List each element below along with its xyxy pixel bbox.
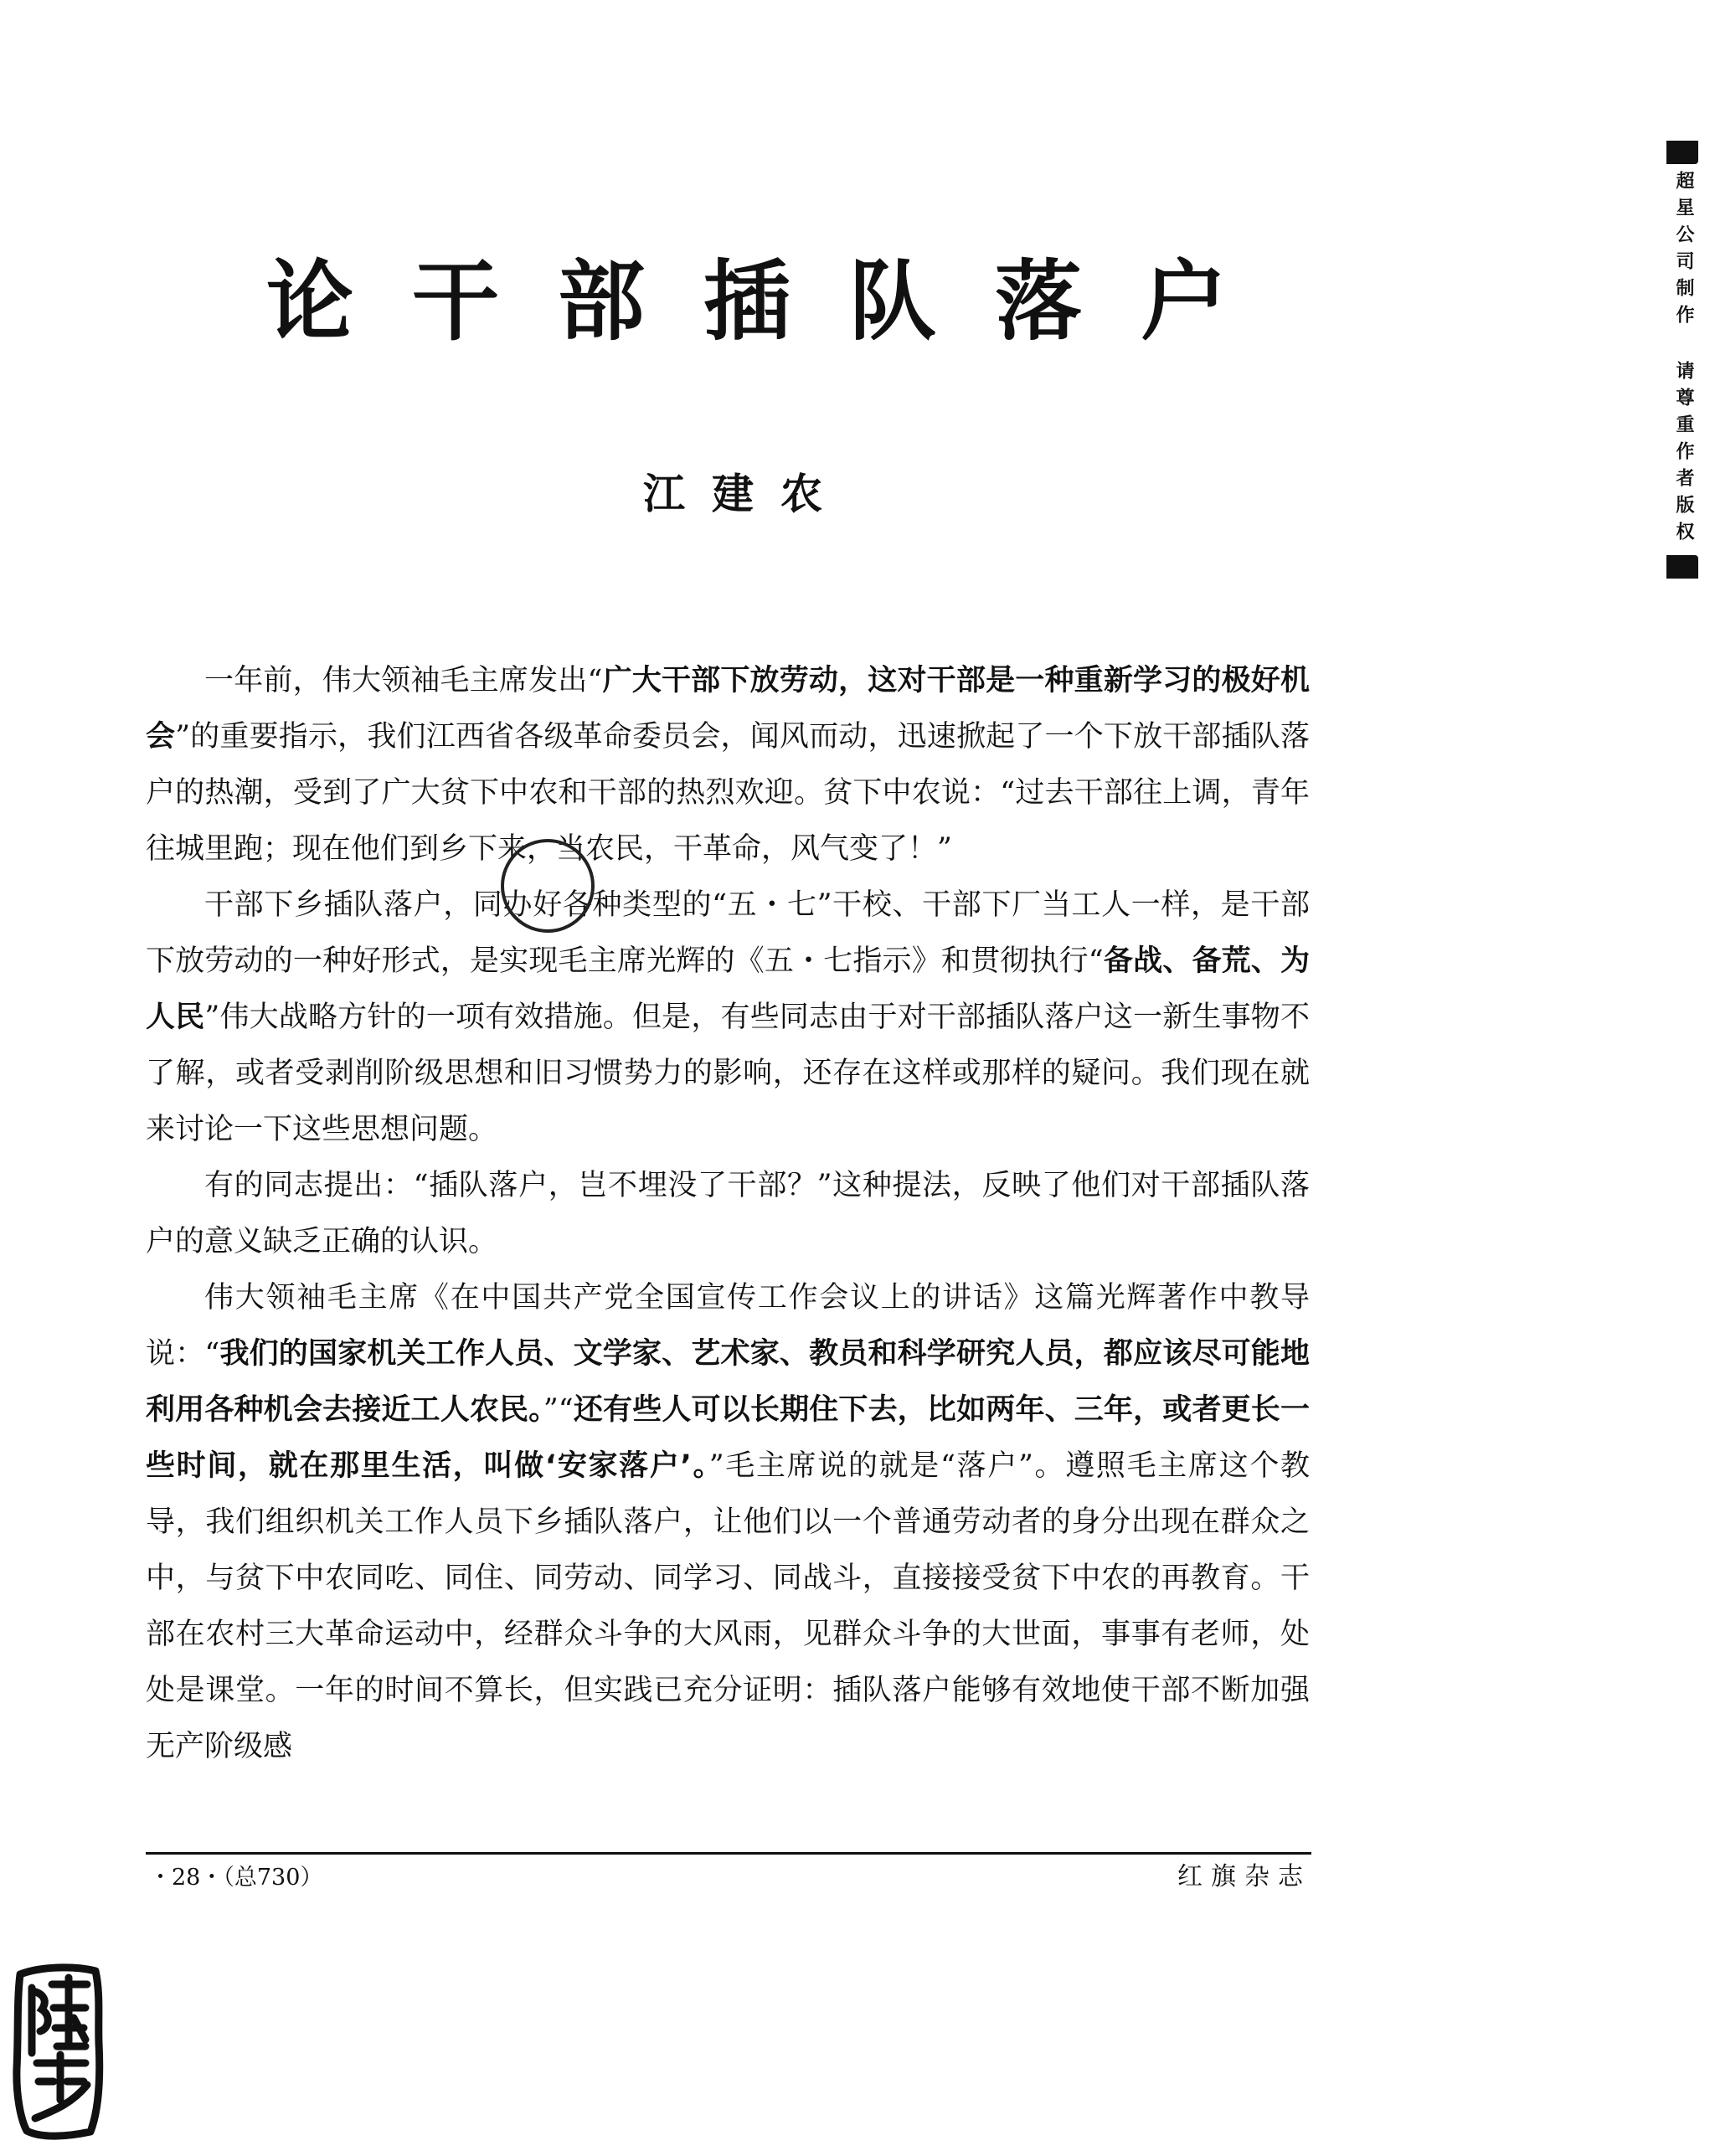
text-segment: 干部下乡插队落户，同办好各种类型的“五・七”干校、干部下厂当工人一样，是干部下放劳动的一种好形式，是实现毛主席光辉的《五・七指示》和贯彻执行“ <box>146 888 1310 978</box>
text-segment: 有的同志提出：“插队落户，岂不埋没了干部？”这种提法，反映了他们对干部插队落户的意义缺乏正确的认识。 <box>146 1169 1310 1258</box>
quote-segment: 广大干部下放劳动，这对干部是一种重新学习的极好机会 <box>146 664 1310 754</box>
text-segment: 伟大领袖毛主席《在中国共产党全国宣传工作会议上的讲话》这篇光辉著作中教导说：“ <box>146 1281 1310 1371</box>
copyright-text: 超星公司制作 请尊重作者版权 <box>1673 171 1694 548</box>
footer-rule <box>146 1852 1311 1855</box>
notice-bar-top <box>1666 141 1698 164</box>
body-paragraph <box>146 1270 1310 1775</box>
quote-segment: 还有些人可以长期住下去，比如两年、三年，或者更长一些时间，就在那里生活，叫做‘安家落户’。 <box>146 1393 1310 1483</box>
page-number: ・28・（总730） <box>149 1865 323 1891</box>
seal-stamp-icon <box>8 1959 109 2143</box>
copyright-notice <box>1666 141 1703 579</box>
text-segment: ”毛主席说的就是“落户”。遵照毛主席这个教导，我们组织机关工作人员下乡插队落户，让他们以一个普通劳动者的身分出现在群众之中，与贫下中农同吃、同住、同劳动、同学习、同战斗，直接接受贫下中农的再教育。干部在农村三大革命运动中，经群众斗争的大风雨，见群众斗争的大世面，事事有老师，处处是课堂。一年的时间不算长，但实践已充分证明：插队落户能够有效地使干部不断加强无产阶级感 <box>146 1449 1310 1763</box>
text-segment: ”伟大战略方针的一项有效措施。但是，有些同志由于对干部插队落户这一新生事物不了解，或者受剥削阶级思想和旧习惯势力的影响，还存在这样或那样的疑问。我们现在就来讨论一下这些思想问题。 <box>146 1001 1310 1146</box>
circle-mark-icon <box>501 839 595 933</box>
text-segment: ”“ <box>543 1393 574 1427</box>
body-paragraph <box>146 877 1310 1158</box>
quote-segment: 备战、备荒、为人民 <box>146 944 1310 1034</box>
body-paragraph <box>146 1158 1310 1270</box>
article-body <box>146 653 1310 1775</box>
publication-name: 红旗杂志 <box>1177 1862 1311 1891</box>
article-author: 江建农 <box>643 469 849 518</box>
text-segment: ”的重要指示，我们江西省各级革命委员会，闻风而动，迅速掀起了一个下放干部插队落户的热潮，受到了广大贫下中农和干部的热烈欢迎。贫下中农说：“过去干部往上调，青年往城里跑；现在他们到乡下来，当农民，干革命，风气变了！” <box>146 720 1310 866</box>
body-paragraph <box>146 653 1310 877</box>
notice-bar-bottom <box>1666 555 1698 579</box>
quote-segment: 我们的国家机关工作人员、文学家、艺术家、教员和科学研究人员，都应该尽可能地利用各种机会去接近工人农民。 <box>146 1337 1310 1427</box>
text-segment: 一年前，伟大领袖毛主席发出“ <box>204 664 603 697</box>
article-title: 论干部插队落户 <box>266 250 1287 352</box>
